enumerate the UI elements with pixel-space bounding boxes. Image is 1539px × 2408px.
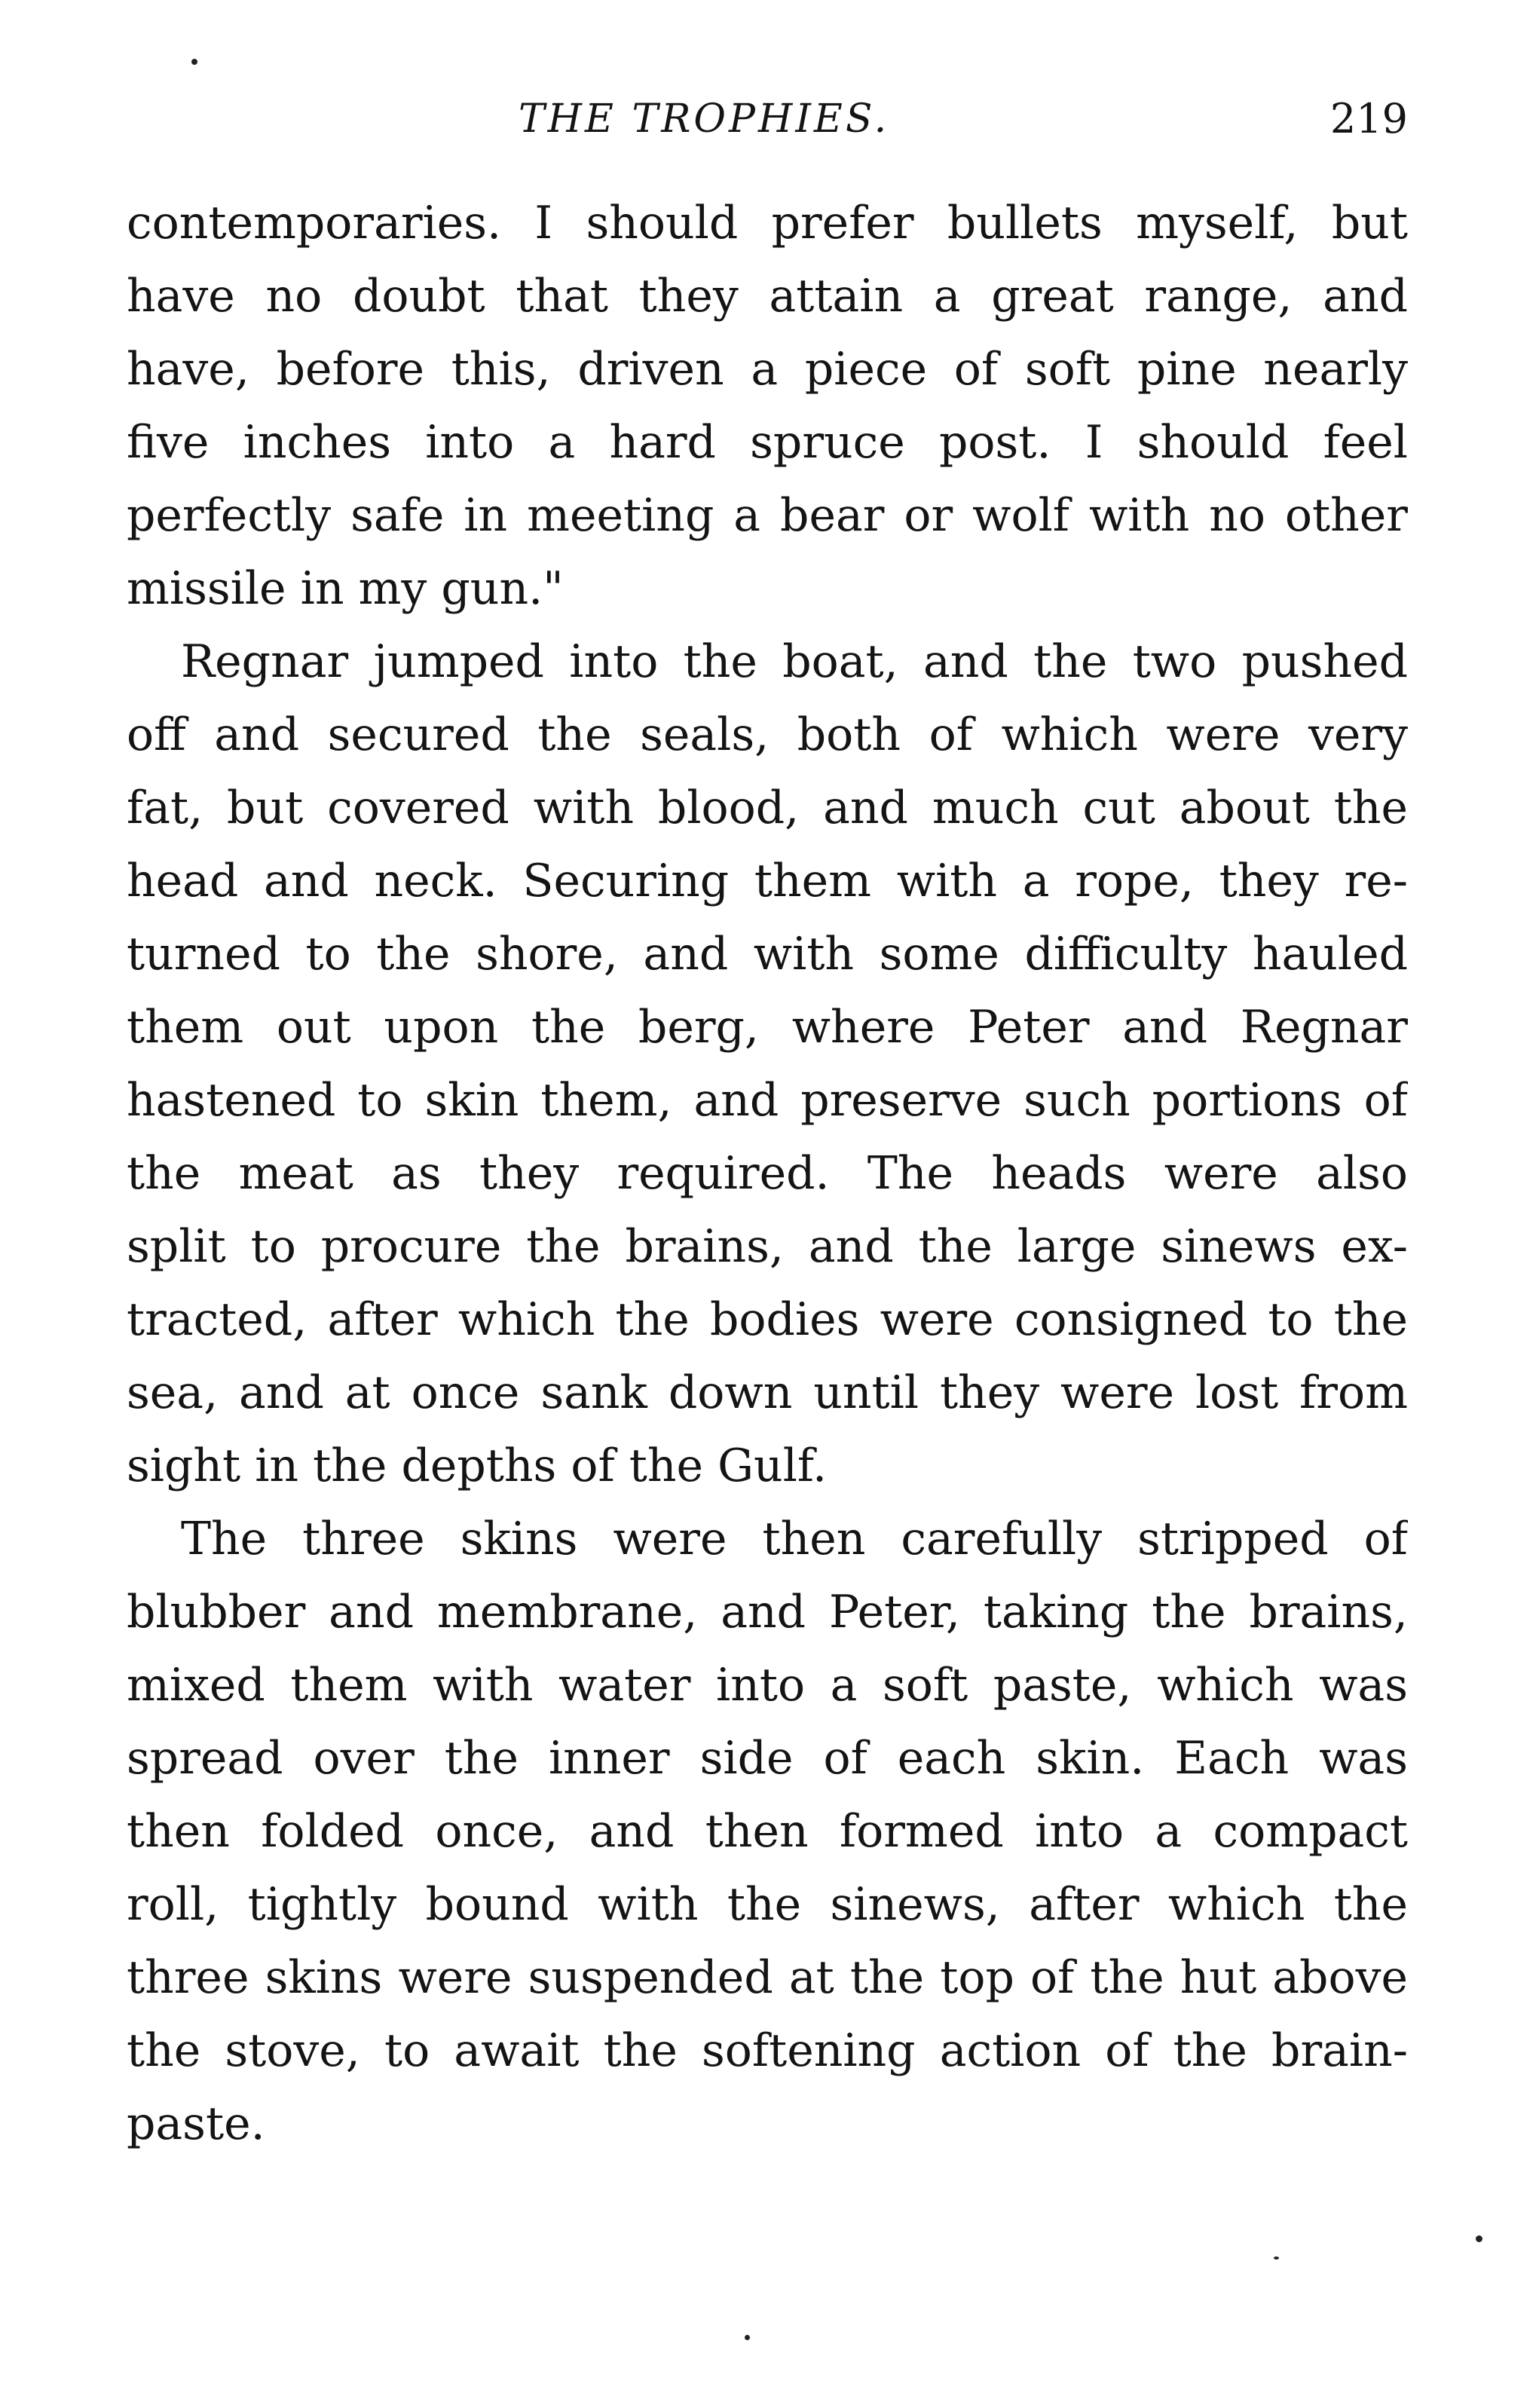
text-line: tracted, after which the bodies were consigned to the: [127, 1293, 1408, 1346]
text-line: the stove, to await the softening action of the brain-: [127, 2024, 1408, 2077]
text-line: turned to the shore, and with some difficulty hauled: [127, 928, 1408, 981]
text-line: off and secured the seals, both of which were very: [127, 708, 1408, 761]
text-line: paste.: [127, 2097, 265, 2150]
text-line: Regnar jumped into the boat, and the two pushed: [181, 635, 1408, 688]
text-line: mixed them with water into a soft paste, which was: [127, 1659, 1408, 1712]
body-text: [127, 187, 1408, 2161]
text-line: sight in the depths of the Gulf.: [127, 1440, 828, 1492]
text-line: hastened to skin them, and preserve such portions of: [127, 1074, 1408, 1127]
text-line: fat, but covered with blood, and much cut about the: [127, 782, 1408, 834]
text-line: blubber and membrane, and Peter, taking the brains,: [127, 1586, 1408, 1638]
text-line: perfectly safe in meeting a bear or wolf with no other: [127, 489, 1408, 542]
text-line: three skins were suspended at the top of the hut above: [127, 1951, 1408, 2004]
text-line: five inches into a hard spruce post. I should feel: [127, 416, 1408, 469]
text-line: have, before this, driven a piece of soft pine nearly: [127, 343, 1408, 396]
text-line: the meat as they required. The heads were also: [127, 1147, 1408, 1200]
print-speck: [1274, 2257, 1279, 2260]
page-number: 219: [1329, 95, 1408, 142]
text-line: them out upon the berg, where Peter and Regnar: [127, 1001, 1408, 1054]
text-line: have no doubt that they attain a great range, and: [127, 270, 1408, 323]
print-speck: [1476, 2235, 1482, 2242]
text-line: roll, tightly bound with the sinews, after which the: [127, 1878, 1408, 1931]
text-line: sea, and at once sank down until they were lost from: [127, 1366, 1408, 1419]
text-line: missile in my gun.": [127, 562, 564, 615]
running-title: THE TROPHIES.: [519, 96, 890, 142]
paragraph-3: [127, 1503, 1408, 2161]
paragraph-2: [127, 626, 1408, 1503]
page-header: [127, 89, 1408, 149]
text-line: spread over the inner side of each skin. Each was: [127, 1732, 1408, 1785]
text-line: The three skins were then carefully stripped of: [181, 1513, 1408, 1565]
print-speck: [191, 59, 197, 65]
text-line: head and neck. Securing them with a rope, they re-: [127, 855, 1408, 907]
text-line: then folded once, and then formed into a compact: [127, 1805, 1408, 1858]
print-speck: [745, 2335, 750, 2340]
paragraph-1: [127, 187, 1408, 626]
text-line: contemporaries. I should prefer bullets myself, but: [127, 197, 1408, 249]
text-line: split to procure the brains, and the large sinews ex-: [127, 1220, 1408, 1273]
